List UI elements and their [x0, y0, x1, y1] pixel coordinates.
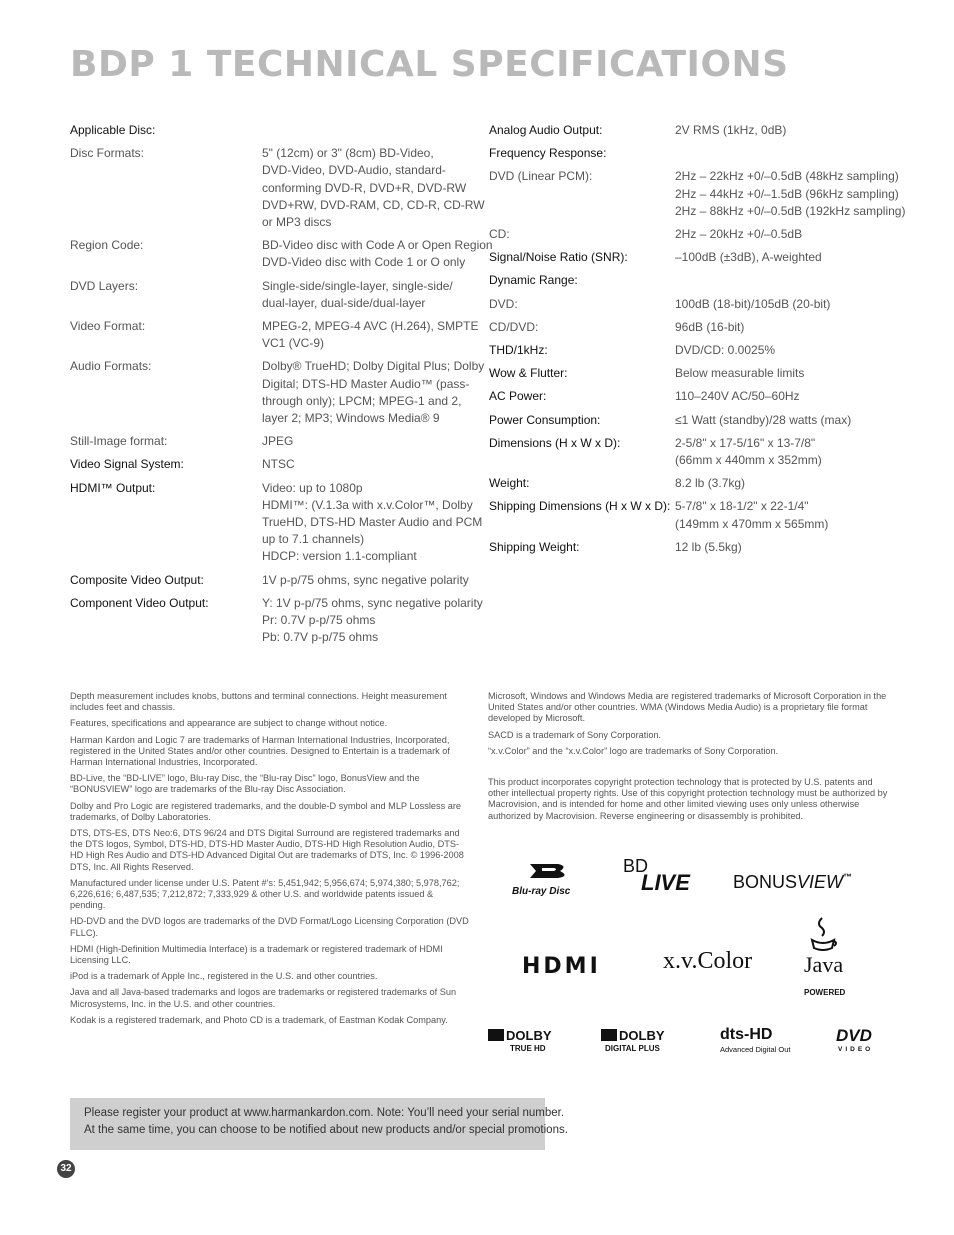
spec-value-line: JPEG — [262, 434, 294, 449]
bdlive-live-text: LIVE — [641, 870, 690, 895]
spec-value-line: Y: 1V p-p/75 ohms, sync negative polarity — [262, 595, 483, 610]
spec-value-line: Digital; DTS-HD Master Audio™ (pass- — [262, 376, 470, 391]
spec-row — [489, 365, 899, 382]
spec-value-line: Video: up to 1080p — [262, 480, 363, 495]
dvd-text: DVD — [836, 1026, 872, 1045]
spec-label: Shipping Weight: — [489, 539, 580, 554]
dolby-digital-plus-logo — [601, 1028, 681, 1058]
spec-label: Dynamic Range: — [489, 273, 578, 288]
spec-value-line: Dolby® TrueHD; Dolby Digital Plus; Dolby — [262, 359, 485, 374]
trademark-note: BD-Live, the “BD-LIVE” logo, Blu-ray Disc, the “Blu-ray Disc” logo, BonusView and the “BONUSVIEW” logo are trademarks of the Blu-ray Disc Association. — [70, 773, 420, 795]
trademark-note: Depth measurement includes knobs, buttons and terminal connections. Height measurement includes feet and chassis. — [70, 691, 447, 713]
spec-row — [489, 435, 899, 469]
dolby-double-d-icon — [488, 1029, 504, 1041]
bdlive-logo — [623, 856, 703, 896]
spec-value — [675, 388, 899, 405]
spec-label: Power Consumption: — [489, 412, 601, 427]
dts-hd-logo — [720, 1028, 800, 1058]
spec-label: Analog Audio Output: — [489, 123, 603, 137]
trademark-note: HDMI (High-Definition Multimedia Interface) is a trademark or registered trademark of HDMI Licensing LLC. — [70, 943, 443, 966]
spec-label: Dimensions (H x W x D): — [489, 435, 621, 450]
spec-label: Region Code: — [70, 238, 144, 253]
dolby-plus-text: DOLBY — [619, 1028, 665, 1043]
spec-label: Video Format: — [70, 319, 146, 334]
spec-value-line: NTSC — [262, 457, 295, 472]
spec-value — [262, 145, 485, 231]
spec-value-line: 8.2 lb (3.7kg) — [675, 476, 746, 491]
dvd-video-logo — [836, 1026, 886, 1058]
spec-value-line: ≤1 Watt (standby)/28 watts (max) — [675, 412, 852, 427]
spec-value — [675, 226, 899, 243]
spec-label: Shipping Dimensions (H x W x D): — [489, 499, 671, 514]
registration-banner — [70, 1098, 568, 1150]
bluray-logo-text: Blu-ray Disc — [512, 886, 571, 897]
trademark-notes-left — [70, 691, 470, 1031]
spec-value-line: 2-5/8" x 17-5/16" x 13-7/8" — [675, 435, 816, 450]
java-powered-text: POWERED — [804, 988, 846, 997]
logo-area — [488, 848, 888, 1068]
spec-value-line: (66mm x 440mm x 352mm) — [675, 453, 822, 468]
spec-value — [675, 365, 899, 382]
spec-row — [489, 249, 899, 266]
spec-row — [70, 433, 475, 450]
spec-list-right — [489, 122, 906, 562]
xvcolor-logo — [663, 948, 752, 975]
spec-value — [675, 319, 899, 336]
trademark-note: Features, specifications and appearance are subject to change without notice. — [70, 718, 388, 729]
spec-value-line: 110–240V AC/50–60Hz — [675, 389, 800, 404]
trademark-note: Manufactured under license under U.S. Patent #'s: 5,451,942; 5,956,674; 5,974,380; 5,978,762; 6,226,616; 6,487,535; 7,212,872; 7,333,929 & other U.S. and worldwide patents issued & pending. — [70, 877, 460, 911]
spec-value-line: through only); LPCM; MPEG-1 and 2, — [262, 393, 462, 408]
spec-value — [262, 237, 493, 271]
spec-value — [675, 249, 899, 266]
spec-row — [489, 319, 899, 336]
spec-value — [262, 456, 475, 473]
spec-row — [489, 168, 906, 220]
spec-row — [70, 318, 479, 352]
spec-value — [675, 539, 899, 556]
spec-value-line: DVD+RW, DVD-RAM, CD, CD-R, CD-RW — [262, 197, 485, 212]
trademark-note: DTS, DTS-ES, DTS Neo:6, DTS 96/24 and DTS Digital Surround are registered trademarks and the DTS logos, Symbol, DTS-HD, DTS-HD Master Audio, DTS-HD High Resolution Audio, DTS-HD High Res Audio and DTS-HD Advanced Digital Out are trademarks of DTS, Inc. © 1996-2008 DTS, Inc. All Rights Reserved. — [70, 828, 464, 872]
spec-value-line: Pr: 0.7V p-p/75 ohms — [262, 613, 376, 628]
spec-value-line: (149mm x 470mm x 565mm) — [675, 516, 829, 531]
spec-row — [489, 412, 899, 429]
spec-label: HDMI™ Output: — [70, 480, 156, 495]
trademark-note — [488, 762, 888, 772]
dts-hd-text: dts-HD — [720, 1026, 773, 1043]
trademark-note: iPod is a trademark of Apple Inc., registered in the U.S. and other countries. — [70, 971, 378, 982]
spec-label: Disc Formats: — [70, 146, 145, 161]
spec-value — [675, 296, 899, 313]
spec-value-line: 2Hz – 44kHz +0/–1.5dB (96kHz sampling) — [675, 186, 899, 201]
spec-value-line: DVD/CD: 0.0025% — [675, 343, 776, 358]
bonusview-view-text: VIEW — [797, 872, 844, 892]
spec-value-line: 2Hz – 88kHz +0/–0.5dB (192kHz sampling) — [675, 203, 906, 218]
trademark-note: This product incorporates copyright protection technology that is protected by U.S. patents and other intellectual property rights. Use of this copyright protection technology must be authorized by Macrovision, and is intended for home and other limited viewing uses only unless otherwise authorized by Macrovision. Reverse engineering or disassembly is prohibited. — [488, 777, 888, 821]
spec-row — [489, 272, 899, 289]
registration-line-2: At the same time, you can choose to be notified about new products and/or special promotions. — [84, 1124, 568, 1136]
spec-label: Wow & Flutter: — [489, 366, 568, 381]
dolby-truehd-logo — [488, 1028, 560, 1058]
spec-value — [675, 475, 899, 492]
spec-value — [262, 595, 483, 647]
trademark-note: Harman Kardon and Logic 7 are trademarks of Harman International Industries, Incorporated, registered in the United States and/or other countries. Designed to Entertain is a trademark of Harman International Industries, Incorporated. — [70, 734, 450, 768]
spec-value-line: –100dB (±3dB), A-weighted — [675, 250, 822, 265]
spec-row — [70, 237, 493, 271]
spec-value-line: Pb: 0.7V p-p/75 ohms — [262, 630, 379, 645]
spec-label: Signal/Noise Ratio (SNR): — [489, 250, 628, 265]
spec-row — [489, 226, 899, 243]
trademark-note: Dolby and Pro Logic are registered trademarks, and the double-D symbol and MLP Lossless are trademarks, of Dolby Laboratories. — [70, 800, 462, 822]
spec-value-line: BD-Video disc with Code A or Open Region — [262, 238, 493, 253]
spec-label: CD: — [489, 227, 510, 242]
trademark-note: Kodak is a registered trademark, and Photo CD is a trademark, of Eastman Kodak Company. — [70, 1014, 448, 1025]
bdlive-bd-text: BD — [623, 856, 649, 876]
spec-value-line: dual-layer, dual-side/dual-layer — [262, 295, 426, 310]
spec-value-line: up to 7.1 channels) — [262, 532, 365, 547]
spec-row — [70, 122, 475, 139]
spec-row — [70, 145, 485, 231]
spec-row — [70, 480, 483, 566]
spec-value — [262, 122, 475, 139]
bluray-disc-icon — [528, 860, 570, 882]
spec-value-line: MPEG-2, MPEG-4 AVC (H.264), SMPTE — [262, 319, 479, 334]
dvd-sub-text: VIDEO — [838, 1046, 874, 1053]
trademark-note: Microsoft, Windows and Windows Media are registered trademarks of Microsoft Corporation in the United States and/or other countries. WMA (Windows Media Audio) is a proprietary file format developed by Microsoft. — [488, 691, 887, 724]
spec-value — [675, 412, 899, 429]
spec-value-line: TrueHD, DTS-HD Master Audio and PCM — [262, 515, 483, 530]
spec-value — [675, 122, 899, 139]
spec-list-left — [70, 122, 493, 652]
hdmi-logo-text: HDMI — [522, 954, 601, 979]
spec-value-line: HDCP: version 1.1-compliant — [262, 549, 417, 564]
spec-value-line: 2Hz – 20kHz +0/–0.5dB — [675, 227, 803, 242]
spec-value — [262, 480, 482, 566]
spec-label: DVD (Linear PCM): — [489, 169, 593, 184]
java-cup-icon — [808, 916, 838, 952]
spec-value-line: HDMI™: (V.1.3a with x.v.Color™, Dolby — [262, 497, 473, 512]
page-title: BDP 1 TECHNICAL SPECIFICATIONS — [70, 44, 789, 85]
bonusview-bonus-text: BONUS — [733, 872, 798, 892]
spec-row — [70, 278, 475, 312]
spec-label: Audio Formats: — [70, 359, 152, 374]
dolby-truehd-sub-text: TRUE HD — [510, 1044, 546, 1053]
spec-row — [70, 572, 475, 589]
spec-row — [489, 145, 899, 162]
spec-row — [489, 122, 899, 139]
spec-value-line: 12 lb (5.5kg) — [675, 539, 742, 554]
hdmi-logo — [522, 954, 601, 979]
spec-row — [489, 475, 899, 492]
trademark-note: Java and all Java-based trademarks and logos are trademarks or registered trademarks of Sun Microsystems, Inc. in the U.S. and other countries. — [70, 987, 457, 1009]
spec-row — [489, 539, 899, 556]
spec-row — [489, 296, 899, 313]
spec-label: Weight: — [489, 476, 530, 491]
spec-label: DVD: — [489, 296, 518, 311]
spec-value-line: 5" (12cm) or 3" (8cm) BD-Video, — [262, 146, 434, 161]
trademark-note: HD-DVD and the DVD logos are trademarks of the DVD Format/Logo Licensing Corporation (DVD FLLC). — [70, 916, 469, 938]
trademark-notes-right — [488, 691, 888, 827]
spec-row — [489, 342, 899, 359]
spec-label: Frequency Response: — [489, 146, 607, 161]
spec-label: Still-Image format: — [70, 434, 168, 449]
spec-value-line: 2V RMS (1kHz, 0dB) — [675, 123, 787, 137]
spec-value — [675, 272, 899, 289]
java-logo-text: Java — [804, 952, 844, 977]
spec-label: Composite Video Output: — [70, 572, 204, 587]
dolby-double-d-icon — [601, 1029, 617, 1041]
bonusview-logo — [733, 872, 852, 896]
dolby-truehd-text: DOLBY — [506, 1028, 552, 1043]
spec-value-line: 1V p-p/75 ohms, sync negative polarity — [262, 572, 469, 587]
spec-label: AC Power: — [489, 389, 547, 404]
spec-label: Component Video Output: — [70, 595, 209, 610]
spec-value — [262, 433, 475, 450]
trademark-note: SACD is a trademark of Sony Corporation. — [488, 729, 662, 740]
spec-value-line: Single-side/single-layer, single-side/ — [262, 278, 453, 293]
spec-label: THD/1kHz: — [489, 343, 548, 358]
spec-value-line: Below measurable limits — [675, 366, 805, 381]
page-number: 32 — [57, 1160, 75, 1178]
dts-hd-sub-text: Advanced Digital Out — [720, 1045, 791, 1054]
registration-line-1: Please register your product at www.harmankardon.com. Note: You’ll need your serial number. — [84, 1107, 565, 1119]
spec-value — [675, 342, 899, 359]
spec-label: DVD Layers: — [70, 278, 139, 293]
trademark-symbol: ™ — [843, 872, 853, 882]
spec-value-line: DVD-Video disc with Code 1 or O only — [262, 255, 466, 270]
spec-label: CD/DVD: — [489, 319, 539, 334]
spec-value — [262, 358, 484, 427]
spec-value-line: conforming DVD-R, DVD+R, DVD-RW — [262, 180, 467, 195]
spec-label: Applicable Disc: — [70, 123, 156, 137]
spec-row — [489, 388, 899, 405]
spec-row — [70, 595, 483, 647]
spec-value — [262, 572, 475, 589]
java-logo — [800, 916, 850, 1004]
spec-value-line: layer 2; MP3; Windows Media® 9 — [262, 411, 440, 426]
spec-value-line: 5-7/8" x 18-1/2" x 22-1/4" — [675, 499, 809, 514]
spec-value-line: 96dB (16-bit) — [675, 319, 745, 334]
spec-value-line: VC1 (VC-9) — [262, 336, 325, 351]
spec-value — [675, 498, 899, 532]
spec-value-line: DVD-Video, DVD-Audio, standard- — [262, 163, 446, 178]
spec-row — [489, 498, 899, 532]
spec-value — [262, 278, 475, 312]
spec-row — [70, 456, 475, 473]
dolby-plus-sub-text: DIGITAL PLUS — [605, 1044, 660, 1053]
spec-value-line: 2Hz – 22kHz +0/–0.5dB (48kHz sampling) — [675, 169, 899, 184]
spec-value — [675, 168, 905, 220]
spec-value-line: or MP3 discs — [262, 215, 332, 230]
spec-value — [262, 318, 479, 352]
spec-value — [675, 145, 899, 162]
trademark-note: “x.v.Color” and the “x.v.Color” logo are trademarks of Sony Corporation. — [488, 745, 779, 756]
spec-label: Video Signal System: — [70, 457, 184, 472]
spec-value-line: 100dB (18-bit)/105dB (20-bit) — [675, 296, 831, 311]
spec-value — [675, 435, 899, 469]
spec-row — [70, 358, 485, 427]
bluray-logo — [512, 860, 592, 902]
xvcolor-logo-text: x.v.Color — [663, 948, 753, 974]
